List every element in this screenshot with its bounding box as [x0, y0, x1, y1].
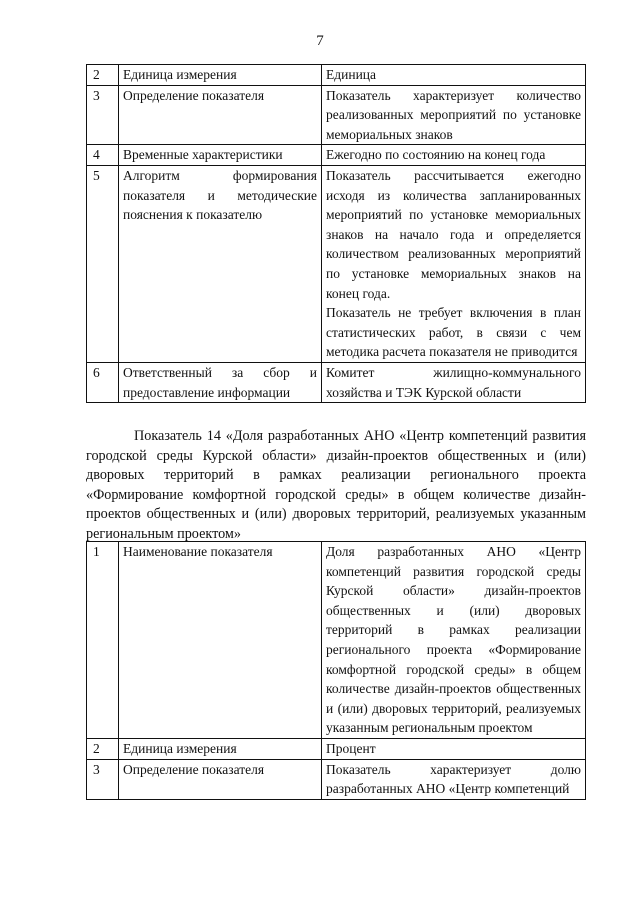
row-value: Доля разработанных АНО «Центр компетенций развития городской среды Курской области» дизайн-проектов общественных и (или) дворовых территорий в рамках реализации регионального проекта «Формирование комфортной городской среды» в общем количестве дизайн-проектов общественных и (или) дворовых территорий, реализуемых указанным региональным проектом	[322, 542, 586, 739]
indicator-14-heading: Показатель 14 «Доля разработанных АНО «Центр компетенций развития городской среды Курской области» дизайн-проектов общественных и (или) дворовых территорий в рамках реализации регионального проекта «Формирование комфортной городской среды» в общем количестве дизайн-проектов общественных и (или) дворовых территорий, реализуемых указанным региональным проектом»	[86, 428, 586, 542]
row-value: Комитет жилищно-коммунального хозяйства и ТЭК Курской области	[322, 362, 586, 402]
row-value: Единица	[322, 65, 586, 86]
row-number: 2	[87, 738, 119, 759]
table-row	[87, 165, 586, 362]
row-number: 6	[87, 362, 119, 402]
page-number: 7	[316, 33, 324, 49]
row-number: 2	[87, 65, 119, 86]
row-number: 3	[87, 759, 119, 799]
row-label: Единица измерения	[119, 738, 322, 759]
table-row	[87, 145, 586, 166]
row-label: Алгоритм формирования показателя и методические пояснения к показателю	[119, 165, 322, 362]
indicator-table-14	[86, 541, 586, 800]
table-row	[87, 542, 586, 739]
row-value: Показатель рассчитывается ежегодно исходя из количества запланированных мероприятий по установке мемориальных знаков на начало года и определяется количеством реализованных мероприятий по установке мемориальных знаков на конец года.	[326, 167, 581, 301]
row-number: 4	[87, 145, 119, 166]
row-value: Ежегодно по состоянию на конец года	[322, 145, 586, 166]
indicator-table-13	[86, 64, 586, 403]
table-row	[87, 65, 586, 86]
row-label: Определение показателя	[119, 85, 322, 145]
table-row	[87, 362, 586, 402]
row-value: Процент	[322, 738, 586, 759]
row-value: Показатель характеризует долю разработанных АНО «Центр компетенций	[322, 759, 586, 799]
row-number: 5	[87, 165, 119, 362]
row-number: 3	[87, 85, 119, 145]
row-value: Показатель характеризует количество реализованных мероприятий по установке мемориальных знаков	[322, 85, 586, 145]
row-value-cell	[322, 165, 586, 362]
row-label: Временные характеристики	[119, 145, 322, 166]
row-label: Наименование показателя	[119, 542, 322, 739]
table-row	[87, 85, 586, 145]
row-label: Ответственный за сбор и предоставление информации	[119, 362, 322, 402]
row-number: 1	[87, 542, 119, 739]
table-row	[87, 759, 586, 799]
row-label: Определение показателя	[119, 759, 322, 799]
row-value-note: Показатель не требует включения в план статистических работ, в связи с чем методика расчета показателя не приводится	[326, 305, 581, 360]
row-label: Единица измерения	[119, 65, 322, 86]
table-row	[87, 738, 586, 759]
